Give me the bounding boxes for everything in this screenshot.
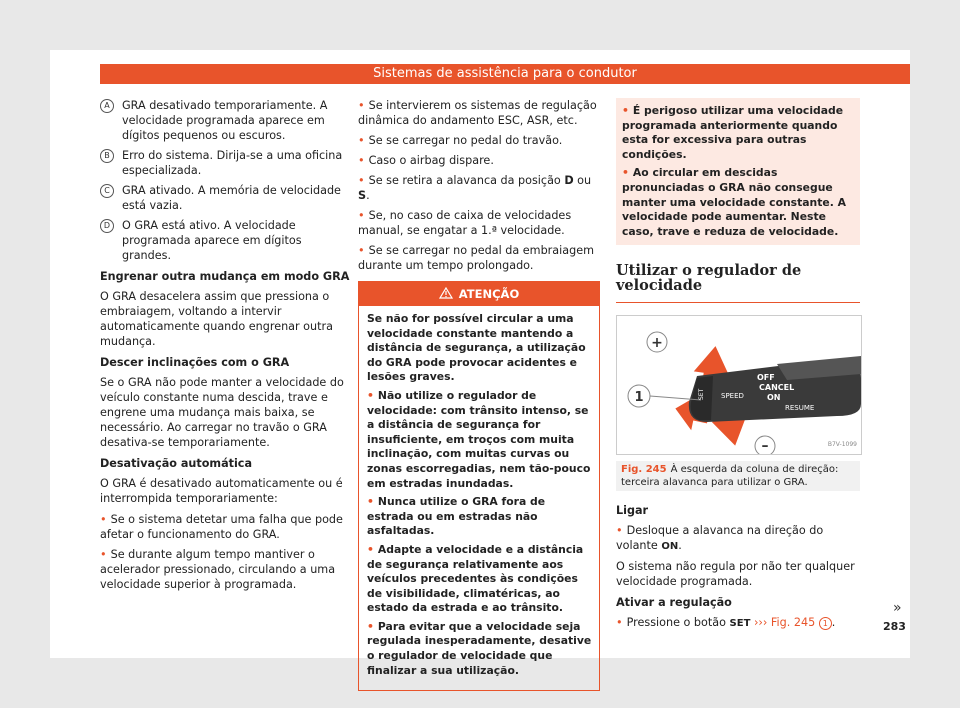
lever-speed-label: SPEED (721, 392, 744, 401)
key-text: GRA ativado. A memória de velocidade está vazia. (122, 184, 341, 212)
bullet-icon: • (358, 154, 365, 167)
warning-body (359, 306, 599, 690)
list-item: • É perigoso utilizar uma velocidade programada anteriormente quando esta for excessiva para outras condições. (622, 104, 844, 161)
key-item-b (100, 148, 350, 178)
figure-label-plus: + (651, 335, 663, 352)
page-header: Sistemas de assistência para o condutor (100, 64, 910, 84)
cruise-control-lever-illustration (617, 316, 861, 454)
figure-label-1: 1 (634, 390, 644, 406)
bullet-icon: • (367, 495, 374, 509)
list-item: • Se durante algum tempo mantiver o acelerador pressionado, circulando a uma velocidade superior à programada. (100, 548, 336, 591)
column-2 (358, 98, 600, 691)
figure-lever (616, 315, 862, 455)
callout-1: 1 (819, 617, 832, 630)
section-title: Utilizar o regulador de velocidade (616, 263, 860, 303)
bullet-icon: • (367, 542, 374, 556)
heading-ativar: Ativar a regulação (616, 596, 732, 610)
heading-auto-deactivation: Desativação automática (100, 457, 252, 470)
list-item: • Adapte a velocidade e a distância de segurança relativamente aos veículos precedentes às condições de visibilidade, climatéricas, ao estado da estrada e ao trânsito. (367, 542, 584, 615)
lever-set-label: SET (698, 389, 705, 401)
list-item: • Caso o airbag dispare. (358, 154, 494, 167)
key-letter: A (100, 99, 114, 113)
paragraph-auto-deactivation: O GRA é desativado automaticamente ou é interrompida temporariamente: (100, 477, 343, 505)
lever-resume-label: RESUME (785, 404, 815, 413)
page (50, 50, 910, 677)
bullet-icon: • (358, 134, 365, 147)
figure-label-minus: – (761, 438, 769, 455)
list-item: • Desloque a alavanca na direção do volante ON. (616, 524, 824, 553)
warning-intro: Se não for possível circular a uma velocidade constante mantendo a distância de segurança, a utilização do GRA pode provocar acidentes e lesões graves. (367, 312, 586, 384)
figure-code: B7V-1099 (827, 441, 857, 449)
figure-caption (616, 461, 860, 491)
bullet-icon: • (622, 104, 629, 117)
bullet-icon: • (367, 619, 374, 633)
figure-reference-link[interactable]: ››› Fig. 245 (750, 616, 819, 630)
warning-box (358, 281, 600, 691)
figure-number: Fig. 245 (621, 464, 667, 476)
figure-caption-text: À esquerda da coluna de direção: terceira alavanca para utilizar o GRA. (621, 464, 839, 489)
list-item: • Pressione o botão SET ››› Fig. 245 1 . (616, 616, 836, 630)
bullet-icon: • (616, 616, 623, 630)
bullet-icon: • (100, 548, 107, 561)
list-item: • Se intervierem os sistemas de regulação dinâmica do andamento ESC, ASR, etc. (358, 99, 597, 127)
bullet-icon: • (358, 99, 365, 112)
warning-header (359, 282, 599, 306)
column-1 (100, 98, 350, 597)
note-box (616, 98, 860, 245)
list-item: • Nunca utilize o GRA fora de estrada ou em estradas não asfaltadas. (367, 495, 546, 538)
list-item: • Ao circular em descidas pronunciadas o GRA não consegue manter uma velocidade constante. A velocidade pode aumentar. Neste caso, trave e reduza de velocidade. (622, 166, 846, 238)
bullet-icon: • (622, 166, 629, 180)
list-item: • Se, no caso de caixa de velocidades manual, se engatar a 1.ª velocidade. (358, 209, 572, 237)
heading-gear-change: Engrenar outra mudança em modo GRA (100, 270, 350, 283)
key-text: GRA desativado temporariamente. A velocidade programada aparece em dígitos pequenos ou escuros. (122, 99, 328, 142)
lever-off-label: OFF (757, 373, 775, 383)
bullet-icon: • (358, 244, 365, 257)
bullet-icon: • (358, 209, 365, 222)
key-letter: D (100, 219, 114, 233)
lever-cancel-label: CANCEL (759, 383, 795, 393)
list-item: • Se se carregar no pedal da embraiagem durante um tempo prolongado. (358, 244, 594, 272)
list-item: • Se o sistema detetar uma falha que pode afetar o funcionamento do GRA. (100, 513, 343, 541)
on-glyph-icon: ON (661, 541, 679, 553)
bullet-icon: • (367, 388, 374, 402)
paragraph-descents: Se o GRA não pode manter a velocidade do veículo constante numa descida, trave e engrene uma mudança mais baixa, se necessário. Ao carregar no travão o GRA desativa-se temporariamente. (100, 376, 344, 449)
list-item: • Se se carregar no pedal do travão. (358, 134, 563, 147)
key-item-c (100, 183, 350, 213)
warning-title: ATENÇÃO (458, 287, 520, 301)
paragraph-gear-change: O GRA desacelera assim que pressiona o embraiagem, voltando a intervir automaticamente quando engrenar outra mudança. (100, 290, 333, 348)
set-glyph-icon: SET (729, 618, 751, 630)
column-3 (616, 98, 860, 636)
key-item-d (100, 218, 350, 263)
key-letter: C (100, 184, 114, 198)
bullet-icon: • (100, 513, 107, 526)
warning-triangle-icon (439, 287, 453, 299)
heading-ligar: Ligar (616, 504, 649, 518)
list-item: • Para evitar que a velocidade seja regulada inesperadamente, desative o regulador de velocidade que finalizar a sua utilização. (367, 619, 592, 677)
bullet-icon: • (616, 524, 623, 538)
lever-on-label: ON (767, 393, 781, 403)
key-text: Erro do sistema. Dirija-se a uma oficina especializada. (122, 149, 343, 177)
paragraph-ligar: O sistema não regula por não ter qualquer velocidade programada. (616, 560, 855, 589)
key-letter: B (100, 149, 114, 163)
list-item: • Não utilize o regulador de velocidade: com trânsito intenso, se a distância de segurança for insuficiente, em troços com muita inclinação, com muitas curvas ou zonas escorregadias, nem tão-pouco em estradas inundadas. (367, 388, 591, 490)
continue-icon: » (893, 600, 902, 616)
page-number: 283 (883, 620, 906, 633)
heading-descents: Descer inclinações com o GRA (100, 356, 290, 369)
list-item: • Se se retira a alavanca da posição D ou S. (358, 174, 592, 202)
key-text: O GRA está ativo. A velocidade programada aparece em dígitos grandes. (122, 219, 302, 262)
bullet-icon: • (358, 174, 365, 187)
key-item-a (100, 98, 350, 143)
